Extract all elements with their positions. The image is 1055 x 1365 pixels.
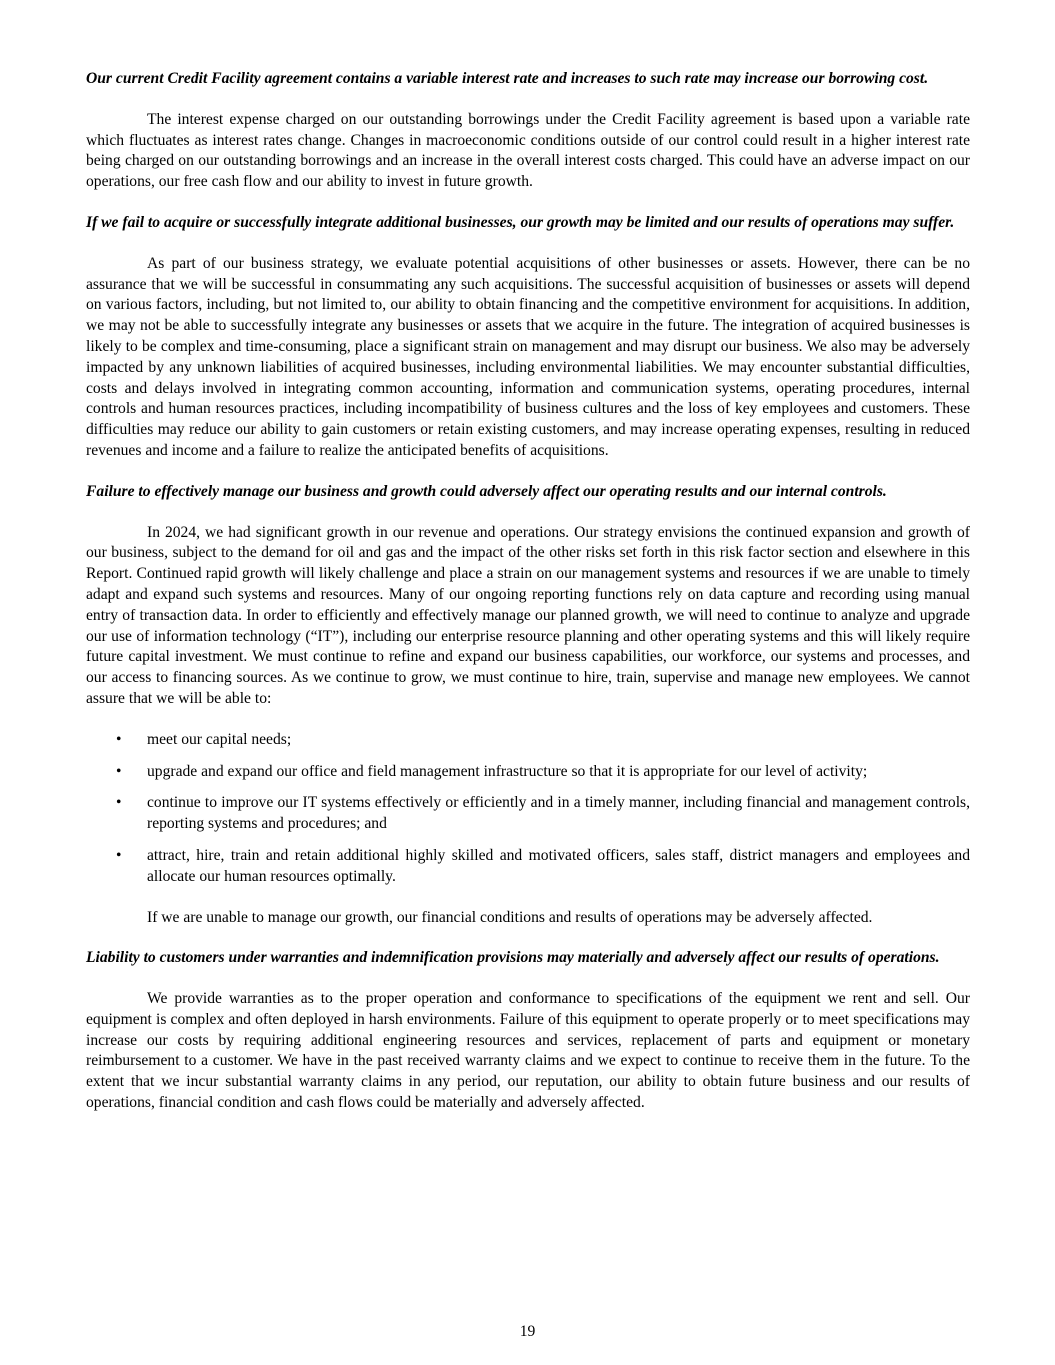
bullet-icon: • (116, 846, 122, 864)
bullet-list (86, 730, 970, 888)
document-page (86, 69, 970, 1134)
bullet-item (86, 846, 970, 888)
risk-factor-growth-management (86, 482, 970, 929)
risk-heading: Liability to customers under warranties and indemnification provisions may materially and adversely affect our results of operations. (86, 949, 940, 967)
risk-heading: If we fail to acquire or successfully integrate additional businesses, our growth may be limited and our results of operations may suffer. (86, 213, 955, 231)
bullet-icon: • (116, 794, 122, 812)
body-paragraph: As part of our business strategy, we evaluate potential acquisitions of other businesses or assets. However, there can be no assurance that we will be successful in consummating any such acquisitions. The successful acquisition of businesses or assets will depend on various factors, including, but not limited to, our ability to obtain financing and the competitive environment for acquisitions. In addition, we may not be able to successfully integrate any businesses or assets that we acquire in the future. The integration of acquired businesses is likely to be complex and time-consuming, place a significant strain on management and may disrupt our business. We also may be adversely impacted by any unknown liabilities of acquired businesses, including environmental liabilities. We may encounter substantial difficulties, costs and delays involved in integrating common accounting, information and communication systems, operating procedures, internal controls and human resources practices, including incompatibility of business cultures and the loss of key employees and customers. These difficulties may reduce our ability to gain customers or retain existing customers, and may increase operating expenses, resulting in reduced revenues and income and a failure to realize the anticipated benefits of acquisitions. (86, 254, 970, 459)
bullet-icon: • (116, 730, 122, 748)
bullet-item (86, 730, 970, 751)
bullet-icon: • (116, 762, 122, 780)
page-number: 19 (519, 1323, 536, 1340)
risk-heading: Failure to effectively manage our business and growth could adversely affect our operating results and our internal controls. (86, 482, 887, 500)
bullet-item (86, 762, 970, 783)
bullet-item (86, 793, 970, 835)
risk-factor-credit-facility (86, 69, 970, 193)
bullet-text: attract, hire, train and retain additional highly skilled and motivated officers, sales staff, district managers and employees and allocate our human resources optimally. (147, 846, 970, 885)
bullet-text: upgrade and expand our office and field management infrastructure so that it is appropriate for our level of activity; (147, 762, 868, 780)
risk-factor-acquisitions (86, 213, 970, 462)
bullet-text: continue to improve our IT systems effectively or efficiently and in a timely manner, including financial and management controls, reporting systems and procedures; and (147, 794, 970, 833)
risk-factor-warranties (86, 948, 970, 1114)
body-paragraph: If we are unable to manage our growth, our financial conditions and results of operations may be adversely affected. (147, 908, 873, 926)
bullet-text: meet our capital needs; (147, 730, 292, 748)
body-paragraph: We provide warranties as to the proper operation and conformance to specifications of the equipment we rent and sell. Our equipment is complex and often deployed in harsh environments. Failure of this equipment to operate properly or to meet specifications may increase our costs by requiring additional engineering resources and services, replacement of parts and equipment or monetary reimbursement to a customer. We have in the past received warranty claims and we expect to continue to receive them in the future. To the extent that we incur substantial warranty claims in any period, our reputation, our ability to obtain future business and our results of operations, financial condition and cash flows could be materially and adversely affected. (86, 990, 970, 1112)
body-paragraph: In 2024, we had significant growth in our revenue and operations. Our strategy envisions the continued expansion and growth of our business, subject to the demand for oil and gas and the impact of the other risks set forth in this risk factor section and elsewhere in this Report. Continued rapid growth will likely challenge and place a strain on our management systems and resources if we are unable to timely adapt and expand such systems and resources. Many of our ongoing reporting functions rely on data capture and recording using manual entry of transaction data. In order to efficiently and effectively manage our planned growth, we will need to continue to analyze and upgrade our use of information technology (“IT”), including our enterprise resource planning and other operating systems and this will likely require future capital investment. We must continue to refine and expand our business capabilities, our workforce, our systems and processes, and our access to financing sources. As we continue to grow, we must continue to hire, train, supervise and manage new employees. We cannot assure that we will be able to: (86, 523, 970, 707)
risk-heading: Our current Credit Facility agreement contains a variable interest rate and increases to such rate may increase our borrowing cost. (86, 70, 929, 87)
body-paragraph: The interest expense charged on our outstanding borrowings under the Credit Facility agreement is based upon a variable rate which fluctuates as interest rates change. Changes in macroeconomic conditions outside of our control could result in a higher interest rate being charged on our outstanding borrowings and an increase in the overall interest costs charged. This could have an adverse impact on our operations, our free cash flow and our ability to invest in future growth. (86, 110, 970, 191)
